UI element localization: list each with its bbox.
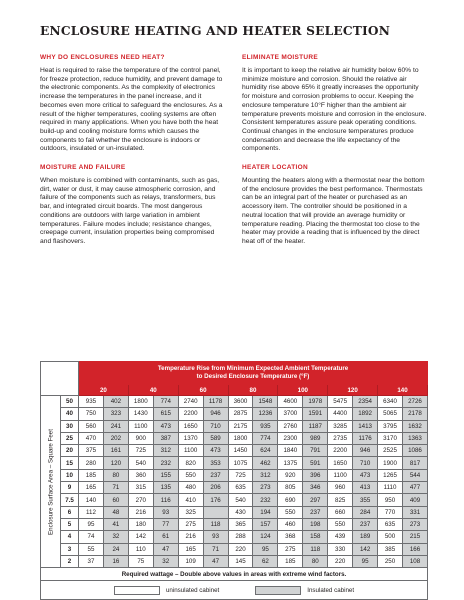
wattage-cell-uninsulated: 2740 — [178, 396, 203, 408]
wattage-cell-uninsulated: 74 — [79, 531, 104, 543]
wattage-cell-insulated: 1086 — [402, 445, 427, 457]
wattage-cell-insulated: 166 — [402, 543, 427, 555]
area-cell: 9 — [61, 482, 79, 494]
wattage-cell-uninsulated: 4600 — [278, 396, 303, 408]
wattage-cell-insulated: 413 — [353, 482, 378, 494]
wattage-cell-insulated: 116 — [153, 494, 178, 506]
wattage-cell-uninsulated: 480 — [178, 482, 203, 494]
wattage-cell-uninsulated: 368 — [278, 531, 303, 543]
wattage-cell-uninsulated: 6340 — [378, 396, 403, 408]
temp-header-100: 100 — [278, 385, 328, 396]
wattage-cell-uninsulated: 1110 — [378, 482, 403, 494]
table-row — [41, 506, 428, 518]
wattage-cell-insulated: 41 — [103, 518, 128, 530]
table-legend — [41, 581, 427, 599]
side-label: Enclosure Surface Area – Square Feet — [47, 428, 54, 535]
wattage-cell-insulated: 473 — [203, 445, 228, 457]
area-cell: 25 — [61, 432, 79, 444]
wattage-cell-insulated: 591 — [303, 457, 328, 469]
section-heading-why: WHY DO ENCLOSURES NEED HEAT? — [40, 54, 165, 61]
wattage-cell-insulated: 989 — [303, 432, 328, 444]
wattage-cell-insulated: 353 — [203, 457, 228, 469]
wattage-cell-insulated: 1178 — [203, 396, 228, 408]
temp-header-120: 120 — [328, 385, 378, 396]
wattage-cell-insulated: 284 — [353, 506, 378, 518]
wattage-cell-uninsulated: 770 — [378, 506, 403, 518]
wattage-cell-insulated: 1363 — [402, 432, 427, 444]
wattage-cell-insulated: 409 — [402, 494, 427, 506]
area-cell: 20 — [61, 445, 79, 457]
table-header — [79, 362, 428, 385]
wattage-cell-insulated: 273 — [253, 482, 278, 494]
wattage-cell-uninsulated: 1840 — [278, 445, 303, 457]
area-cell: 15 — [61, 457, 79, 469]
wattage-cell-insulated: 1236 — [253, 408, 278, 420]
wattage-cell-uninsulated: 5475 — [328, 396, 353, 408]
wattage-cell-insulated: 237 — [353, 518, 378, 530]
table-row — [41, 543, 428, 555]
wattage-cell-uninsulated: 280 — [79, 457, 104, 469]
area-cell: 7.5 — [61, 494, 79, 506]
wattage-cell-uninsulated: 3285 — [328, 420, 353, 432]
wattage-cell-uninsulated: 1430 — [128, 408, 153, 420]
wattage-cell-uninsulated: 385 — [378, 543, 403, 555]
wattage-cell-uninsulated: 55 — [79, 543, 104, 555]
wattage-cell-uninsulated: 750 — [79, 408, 104, 420]
wattage-cell-insulated: 16 — [103, 555, 128, 567]
wattage-cell-insulated: 155 — [153, 469, 178, 481]
wattage-table — [40, 361, 428, 600]
wattage-cell-uninsulated: 220 — [228, 543, 253, 555]
temp-header-80: 80 — [228, 385, 278, 396]
wattage-cell-insulated: 241 — [103, 420, 128, 432]
wattage-cell-uninsulated: 185 — [79, 469, 104, 481]
wattage-cell-insulated: 237 — [203, 469, 228, 481]
wattage-cell-insulated: 93 — [203, 531, 228, 543]
wattage-cell-uninsulated: 360 — [128, 469, 153, 481]
table-row — [41, 432, 428, 444]
wattage-cell-uninsulated: 550 — [178, 469, 203, 481]
wattage-cell-insulated: 1892 — [353, 408, 378, 420]
wattage-cell-insulated: 774 — [153, 396, 178, 408]
wattage-cell-uninsulated: 109 — [178, 555, 203, 567]
table-row — [41, 469, 428, 481]
wattage-cell-uninsulated: 1900 — [378, 457, 403, 469]
wattage-cell-uninsulated: 95 — [79, 518, 104, 530]
wattage-cell-uninsulated: 250 — [378, 555, 403, 567]
wattage-cell-insulated: 47 — [153, 543, 178, 555]
table-row — [41, 408, 428, 420]
wattage-cell-insulated: 232 — [253, 494, 278, 506]
wattage-cell-uninsulated: 180 — [128, 518, 153, 530]
wattage-cell-uninsulated: 216 — [128, 506, 153, 518]
wattage-cell-uninsulated: 540 — [128, 457, 153, 469]
wattage-cell-insulated: 158 — [303, 531, 328, 543]
wattage-cell-uninsulated: 2300 — [278, 432, 303, 444]
wattage-cell-uninsulated: 288 — [228, 531, 253, 543]
wattage-cell-insulated: 202 — [103, 432, 128, 444]
wattage-cell-uninsulated: 4400 — [328, 408, 353, 420]
wattage-cell-uninsulated: 690 — [278, 494, 303, 506]
wattage-cell-insulated: 206 — [203, 482, 228, 494]
area-cell: 10 — [61, 469, 79, 481]
wattage-cell-insulated: 935 — [253, 420, 278, 432]
wattage-cell-insulated: 946 — [353, 445, 378, 457]
area-cell: 6 — [61, 506, 79, 518]
wattage-cell-insulated: 77 — [153, 518, 178, 530]
section-body-why: Heat is required to raise the temperature of the control panel, for freeze protection, reduce humidity, and prevent damage to the electronic components. As the complexity of electronics increase the temperatures in the panel increase, and it becomes even more critical to safeguard the enclosures. As a result of the higher temperatures, cooling systems are often required in many applications. When you have both the heat build-up and cooling moisture forms which causes the components to fail whether the enclosure is indoors or outdoors, insulated or un-insulated. — [40, 67, 223, 153]
wattage-cell-uninsulated: 1100 — [328, 469, 353, 481]
wattage-cell-uninsulated: 140 — [79, 494, 104, 506]
wattage-table-wrapper — [40, 361, 428, 600]
wattage-cell-uninsulated: 325 — [178, 506, 203, 518]
wattage-cell-insulated: 161 — [103, 445, 128, 457]
wattage-cell-uninsulated: 275 — [178, 518, 203, 530]
section-body-moisture: When moisture is combined with contaminants, such as gas, dirt, water or dust, it may cause atmospheric corrosion, and failure of the components such as relays, transformers, bus bar, and integrated circuit boards. The most dangerous conditions are outdoors with large variation in ambient temperatures. Failure modes include; resistance changes, creepage current, insulation properties being compromised and flashovers. — [40, 177, 220, 245]
wattage-cell-insulated: 135 — [153, 482, 178, 494]
wattage-cell-uninsulated: 635 — [378, 518, 403, 530]
wattage-cell-insulated: 473 — [353, 469, 378, 481]
legend-insulated — [255, 586, 354, 595]
wattage-cell-uninsulated: 725 — [228, 469, 253, 481]
wattage-cell-uninsulated: 950 — [378, 494, 403, 506]
wattage-cell-uninsulated: 142 — [128, 531, 153, 543]
wattage-cell-uninsulated: 1800 — [128, 396, 153, 408]
wattage-cell-insulated: 462 — [253, 457, 278, 469]
wattage-cell-uninsulated: 2200 — [178, 408, 203, 420]
wattage-cell-insulated: 93 — [153, 506, 178, 518]
wattage-cell-uninsulated: 439 — [328, 531, 353, 543]
wattage-cell-uninsulated: 560 — [79, 420, 104, 432]
wattage-cell-insulated: 62 — [253, 555, 278, 567]
temp-header-20: 20 — [79, 385, 129, 396]
section-heading-moisture: MOISTURE AND FAILURE — [40, 164, 126, 172]
table-header-line2: to Desired Enclosure Temperature (°F) — [196, 373, 310, 380]
wattage-cell-insulated: 1591 — [303, 408, 328, 420]
wattage-cell-insulated: 387 — [153, 432, 178, 444]
wattage-cell-insulated: 544 — [402, 469, 427, 481]
wattage-cell-insulated: 60 — [103, 494, 128, 506]
wattage-cell-insulated: 2178 — [402, 408, 427, 420]
legend-label-uninsulated: uninsulated cabinet — [165, 586, 220, 594]
table-header-line1: Temperature Rise from Minimum Expected Ambient Temperature — [157, 365, 349, 372]
wattage-cell-insulated: 946 — [203, 408, 228, 420]
temp-header-60: 60 — [178, 385, 228, 396]
wattage-cell-insulated: 355 — [353, 494, 378, 506]
wattage-cell-uninsulated: 5065 — [378, 408, 403, 420]
temp-header-40: 40 — [128, 385, 178, 396]
area-cell: 40 — [61, 408, 79, 420]
wattage-cell-insulated: 32 — [103, 531, 128, 543]
wattage-cell-uninsulated: 825 — [328, 494, 353, 506]
wattage-cell-insulated: 61 — [153, 531, 178, 543]
table-footnote: Required wattage – Double above values in areas with extreme wind factors. — [41, 568, 428, 581]
wattage-cell-insulated: 237 — [303, 506, 328, 518]
section-heading-location: HEATER LOCATION — [242, 164, 309, 172]
wattage-cell-uninsulated: 550 — [328, 518, 353, 530]
wattage-cell-insulated: 71 — [203, 543, 228, 555]
table-row — [41, 518, 428, 530]
left-column — [40, 54, 226, 257]
section-body-location: Mounting the heaters along with a thermostat near the bottom of the enclosure provides the best performance. Thermostats can be an integral part of the heater or purchased as an accessory item. The controller should be positioned in a neutral location that will provide an average humidity or temperature reading. Placing the thermostat too close to the heater may provide a reading that is influenced by the direct heat off of the heater. — [242, 177, 425, 245]
wattage-cell-insulated: 710 — [353, 457, 378, 469]
wattage-cell-insulated: 24 — [103, 543, 128, 555]
wattage-cell-uninsulated: 1100 — [178, 445, 203, 457]
wattage-cell-uninsulated: 1100 — [128, 420, 153, 432]
wattage-cell-insulated: 323 — [103, 408, 128, 420]
table-row — [41, 494, 428, 506]
wattage-cell-uninsulated: 1370 — [178, 432, 203, 444]
table-row — [41, 445, 428, 457]
wattage-cell-uninsulated: 75 — [128, 555, 153, 567]
section-heading-eliminate: ELIMINATE MOISTURE — [242, 54, 319, 61]
area-cell: 2 — [61, 555, 79, 567]
wattage-cell-uninsulated: 900 — [128, 432, 153, 444]
wattage-cell-uninsulated: 660 — [328, 506, 353, 518]
wattage-cell-uninsulated: 165 — [178, 543, 203, 555]
wattage-cell-insulated: 157 — [253, 518, 278, 530]
wattage-cell-insulated: 120 — [103, 457, 128, 469]
wattage-cell-uninsulated: 165 — [79, 482, 104, 494]
table-row — [41, 420, 428, 432]
wattage-cell-uninsulated: 365 — [228, 518, 253, 530]
wattage-cell-uninsulated: 3600 — [228, 396, 253, 408]
wattage-cell-insulated: 402 — [103, 396, 128, 408]
wattage-cell-uninsulated: 2875 — [228, 408, 253, 420]
wattage-cell-insulated: 1413 — [353, 420, 378, 432]
wattage-cell-insulated: 95 — [353, 555, 378, 567]
wattage-cell-uninsulated: 920 — [278, 469, 303, 481]
wattage-cell-insulated: 1187 — [303, 420, 328, 432]
wattage-cell-uninsulated: 2200 — [328, 445, 353, 457]
wattage-cell-uninsulated: 540 — [228, 494, 253, 506]
wattage-cell-uninsulated: 430 — [228, 506, 253, 518]
wattage-cell-uninsulated: 3795 — [378, 420, 403, 432]
wattage-cell-insulated: 80 — [303, 555, 328, 567]
wattage-cell-uninsulated: 805 — [278, 482, 303, 494]
legend-uninsulated — [114, 586, 219, 595]
table-row — [41, 531, 428, 543]
wattage-cell-insulated: 1548 — [253, 396, 278, 408]
wattage-cell-insulated: 2726 — [402, 396, 427, 408]
table-corner — [41, 362, 79, 396]
wattage-cell-insulated: 396 — [303, 469, 328, 481]
wattage-cell-insulated: 297 — [303, 494, 328, 506]
wattage-cell-insulated: 189 — [353, 531, 378, 543]
wattage-cell-insulated: 176 — [203, 494, 228, 506]
wattage-cell-uninsulated: 3700 — [278, 408, 303, 420]
wattage-cell-insulated: 1978 — [303, 396, 328, 408]
wattage-cell-uninsulated: 216 — [178, 531, 203, 543]
wattage-cell-insulated: 80 — [103, 469, 128, 481]
wattage-cell-insulated: 312 — [253, 469, 278, 481]
wattage-cell-insulated: 624 — [253, 445, 278, 457]
wattage-cell-insulated: 331 — [402, 506, 427, 518]
wattage-cell-uninsulated: 725 — [128, 445, 153, 457]
wattage-cell-insulated: 615 — [153, 408, 178, 420]
wattage-cell-insulated — [203, 506, 228, 518]
legend-swatch-insulated — [255, 586, 301, 595]
wattage-cell-uninsulated: 550 — [278, 506, 303, 518]
wattage-cell-uninsulated: 2175 — [228, 420, 253, 432]
wattage-cell-uninsulated: 37 — [79, 555, 104, 567]
wattage-cell-insulated: 346 — [303, 482, 328, 494]
wattage-cell-uninsulated: 1265 — [378, 469, 403, 481]
area-cell: 3 — [61, 543, 79, 555]
wattage-cell-uninsulated: 500 — [378, 531, 403, 543]
wattage-cell-insulated: 774 — [253, 432, 278, 444]
wattage-cell-uninsulated: 460 — [278, 518, 303, 530]
wattage-cell-insulated: 108 — [402, 555, 427, 567]
wattage-cell-insulated: 1176 — [353, 432, 378, 444]
wattage-cell-insulated: 589 — [203, 432, 228, 444]
wattage-cell-insulated: 71 — [103, 482, 128, 494]
wattage-cell-insulated: 118 — [303, 543, 328, 555]
wattage-cell-uninsulated: 110 — [128, 543, 153, 555]
wattage-cell-uninsulated: 3170 — [378, 432, 403, 444]
area-cell: 30 — [61, 420, 79, 432]
wattage-cell-insulated: 124 — [253, 531, 278, 543]
legend-swatch-uninsulated — [114, 586, 160, 595]
wattage-cell-insulated: 1632 — [402, 420, 427, 432]
wattage-cell-insulated: 791 — [303, 445, 328, 457]
wattage-cell-uninsulated: 470 — [79, 432, 104, 444]
table-body — [41, 396, 428, 568]
document-page — [40, 24, 428, 594]
table-row — [41, 482, 428, 494]
wattage-cell-insulated: 273 — [402, 518, 427, 530]
wattage-cell-uninsulated: 935 — [79, 396, 104, 408]
temp-header-140: 140 — [378, 385, 428, 396]
wattage-cell-insulated: 194 — [253, 506, 278, 518]
wattage-cell-insulated: 95 — [253, 543, 278, 555]
wattage-cell-insulated: 198 — [303, 518, 328, 530]
side-label-cell — [41, 396, 61, 568]
wattage-cell-insulated: 48 — [103, 506, 128, 518]
wattage-cell-insulated: 2354 — [353, 396, 378, 408]
wattage-cell-uninsulated: 1375 — [278, 457, 303, 469]
wattage-cell-insulated: 312 — [153, 445, 178, 457]
wattage-cell-insulated: 232 — [153, 457, 178, 469]
area-cell: 5 — [61, 518, 79, 530]
wattage-cell-insulated: 473 — [153, 420, 178, 432]
wattage-cell-uninsulated: 1650 — [178, 420, 203, 432]
wattage-cell-uninsulated: 1450 — [228, 445, 253, 457]
wattage-cell-insulated: 710 — [203, 420, 228, 432]
temperature-header-row — [41, 385, 428, 396]
wattage-cell-insulated: 215 — [402, 531, 427, 543]
wattage-cell-insulated: 142 — [353, 543, 378, 555]
wattage-cell-uninsulated: 220 — [328, 555, 353, 567]
table-row — [41, 555, 428, 567]
table-row — [41, 396, 428, 408]
wattage-cell-uninsulated: 2525 — [378, 445, 403, 457]
wattage-cell-uninsulated: 410 — [178, 494, 203, 506]
wattage-cell-uninsulated: 1800 — [228, 432, 253, 444]
wattage-cell-uninsulated: 112 — [79, 506, 104, 518]
table-legend-cell — [41, 581, 428, 600]
wattage-cell-insulated: 118 — [203, 518, 228, 530]
wattage-cell-uninsulated: 2760 — [278, 420, 303, 432]
wattage-cell-uninsulated: 635 — [228, 482, 253, 494]
wattage-cell-uninsulated: 275 — [278, 543, 303, 555]
area-cell: 4 — [61, 531, 79, 543]
right-column — [242, 54, 428, 257]
wattage-cell-uninsulated: 2735 — [328, 432, 353, 444]
area-cell: 50 — [61, 396, 79, 408]
section-body-eliminate: It is important to keep the relative air humidity below 60% to minimize moisture and corrosion. Should the relative air humidity rise above 65% it greatly increases the opportunity for moisture and corrosion problems to occur. Keeping the enclosure temperature 10°F higher than the ambient air temperature prevents moisture and corrosion in the enclosure. Consistent temperatures assure peak operating conditions. Continual changes in the enclosure temperatures produce condensation and decrease the life expectancy of the components. — [242, 67, 427, 153]
legend-label-insulated: Insulated cabinet — [307, 586, 355, 594]
wattage-cell-insulated: 32 — [153, 555, 178, 567]
wattage-cell-uninsulated: 330 — [328, 543, 353, 555]
wattage-cell-uninsulated: 1650 — [328, 457, 353, 469]
wattage-cell-insulated: 47 — [203, 555, 228, 567]
wattage-cell-uninsulated: 960 — [328, 482, 353, 494]
wattage-cell-insulated: 477 — [402, 482, 427, 494]
wattage-cell-uninsulated: 820 — [178, 457, 203, 469]
wattage-cell-uninsulated: 145 — [228, 555, 253, 567]
wattage-cell-uninsulated: 270 — [128, 494, 153, 506]
wattage-cell-uninsulated: 375 — [79, 445, 104, 457]
wattage-cell-uninsulated: 185 — [278, 555, 303, 567]
body-columns — [40, 54, 428, 374]
table-row — [41, 457, 428, 469]
wattage-cell-insulated: 817 — [402, 457, 427, 469]
page-title: ENCLOSURE HEATING AND HEATER SELECTION — [40, 24, 391, 38]
wattage-cell-uninsulated: 315 — [128, 482, 153, 494]
wattage-cell-uninsulated: 1075 — [228, 457, 253, 469]
